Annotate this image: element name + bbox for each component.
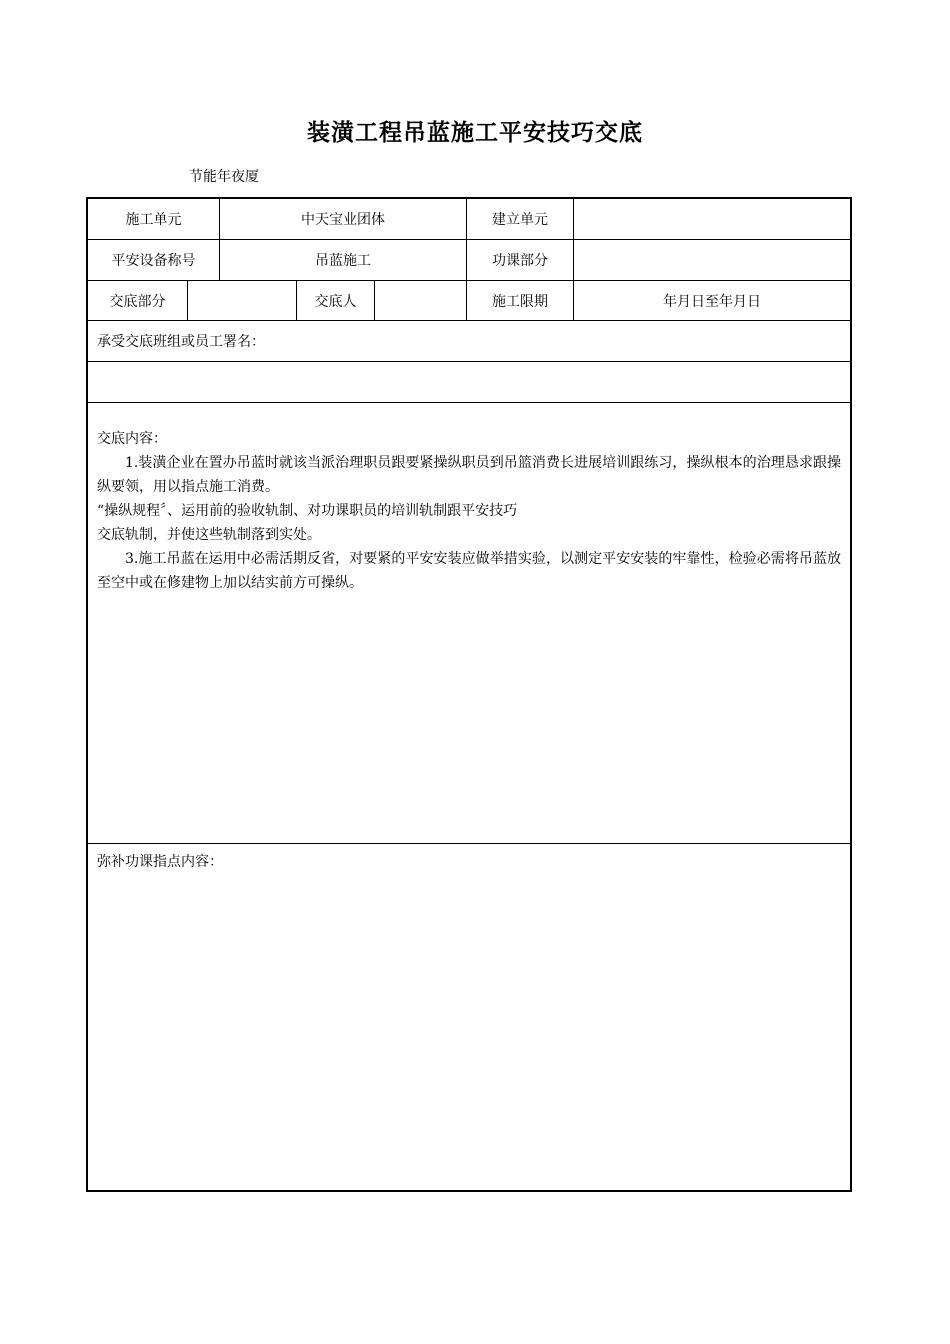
signature-blank-row bbox=[88, 362, 850, 403]
equipment-name-value[interactable]: 吊蓝施工 bbox=[220, 240, 467, 280]
document-title: 装潢工程吊蓝施工平安技巧交底 bbox=[307, 120, 643, 146]
work-part-label: 功课部分 bbox=[467, 240, 574, 280]
signature-field[interactable] bbox=[88, 362, 850, 402]
disclosure-form bbox=[86, 197, 852, 1192]
discloser-value[interactable] bbox=[375, 281, 467, 320]
equipment-name-label: 平安设备称号 bbox=[88, 240, 220, 280]
build-unit-value[interactable] bbox=[574, 199, 850, 239]
form-row-disclosure bbox=[88, 281, 850, 321]
content-paragraph-3: 交底轨制，并使这些轨制落到实处。 bbox=[97, 527, 321, 543]
supplement-section[interactable] bbox=[88, 844, 850, 1190]
signature-label: 承受交底班组或员工署名： bbox=[97, 334, 265, 350]
construction-unit-value[interactable]: 中天宝业团体 bbox=[220, 199, 467, 239]
disclosure-part-value[interactable] bbox=[188, 281, 297, 320]
content-paragraph-2: “操纵规程〞、运用前的验收轨制、对功课职员的培训轨制跟平安技巧 bbox=[97, 503, 518, 519]
disclosure-part-label: 交底部分 bbox=[88, 281, 188, 320]
work-part-value[interactable] bbox=[574, 240, 850, 280]
supplement-label: 弥补功课指点内容： bbox=[97, 854, 223, 870]
construction-unit-label: 施工单元 bbox=[88, 199, 220, 239]
discloser-label: 交底人 bbox=[297, 281, 375, 320]
signature-row bbox=[88, 321, 850, 362]
form-row-units bbox=[88, 199, 850, 240]
content-paragraph-1: 1.装潢企业在置办吊蓝时就该当派治理职员跟要紧操纵职员到吊篮消费长进展培训跟练习，操纵根本的治理恳求跟操纵要领，用以指点施工消费。 bbox=[97, 455, 841, 495]
content-paragraph-4: 3.施工吊蓝在运用中必需活期反省，对要紧的平安安装应做举措实验，以测定平安安装的牢靠性，检验必需将吊蓝放至空中或在修建物上加以结实前方可操纵。 bbox=[97, 551, 841, 591]
content-label: 交底内容： bbox=[97, 431, 167, 447]
build-unit-label: 建立单元 bbox=[467, 199, 574, 239]
project-name: 节能年夜厦 bbox=[189, 169, 259, 185]
disclosure-content bbox=[88, 403, 850, 844]
period-label: 施工限期 bbox=[467, 281, 574, 320]
form-row-equipment bbox=[88, 240, 850, 281]
period-value[interactable]: 年月日至年月日 bbox=[663, 293, 761, 310]
